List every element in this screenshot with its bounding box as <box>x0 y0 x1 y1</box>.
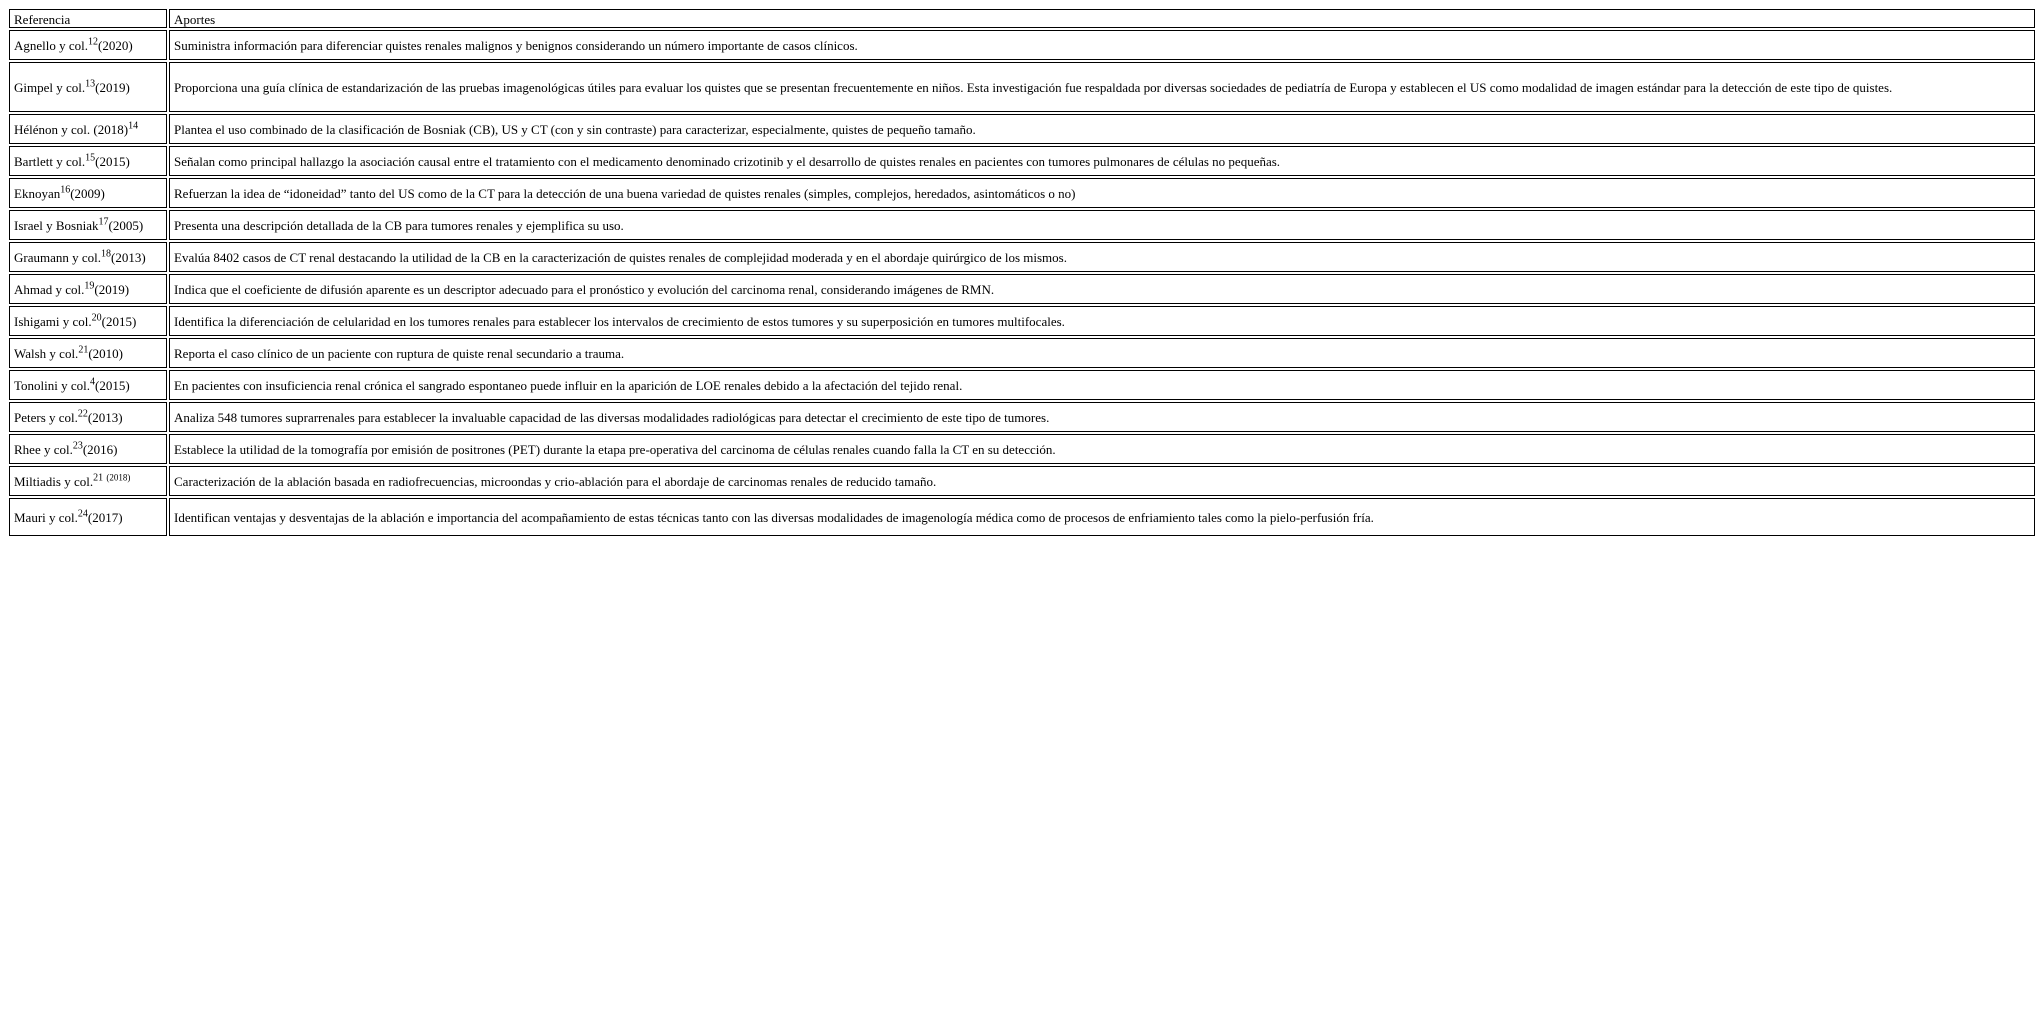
author: Mauri y col. <box>14 509 78 525</box>
reference-cell <box>9 434 167 464</box>
author: Graumann y col. <box>14 249 102 265</box>
table-row <box>9 178 2035 208</box>
aporte-cell: Indica que el coeficiente de difusión aparente es un descriptor adecuado para el pronóstico y evolución del carcinoma renal, considerando imágenes de RMN. <box>169 274 2035 304</box>
citation-number: 20 <box>91 312 102 324</box>
author: Israel y Bosniak <box>14 217 99 233</box>
table-row <box>9 274 2035 304</box>
year: (2017) <box>87 509 123 525</box>
reference-cell <box>9 114 167 144</box>
citation-number: 13 <box>85 78 96 90</box>
year: (2015) <box>101 313 137 329</box>
table-row <box>9 402 2035 432</box>
table-row <box>9 114 2035 144</box>
header-aportes: Aportes <box>169 9 2035 28</box>
table-row <box>9 434 2035 464</box>
header-referencia: Referencia <box>9 9 167 28</box>
citation-number: 21 <box>93 472 104 484</box>
year: (2013) <box>87 409 123 425</box>
author: Peters y col. <box>14 409 78 425</box>
aporte-cell: Reporta el caso clínico de un paciente con ruptura de quiste renal secundario a trauma. <box>169 338 2035 368</box>
citation-number: 16 <box>60 184 71 196</box>
citation-number: 21 <box>78 344 89 356</box>
citation-number: 14 <box>128 120 139 132</box>
aporte-cell: Plantea el uso combinado de la clasificación de Bosniak (CB), US y CT (con y sin contraste) para caracterizar, especialmente, quistes de pequeño tamaño. <box>169 114 2035 144</box>
reference-cell <box>9 146 167 176</box>
aporte-cell: Caracterización de la ablación basada en radiofrecuencias, microondas y crio-ablación para el abordaje de carcinomas renales de reducido tamaño. <box>169 466 2035 496</box>
year: (2018) <box>106 472 131 483</box>
author: Tonolini y col. <box>14 377 91 393</box>
year: (2015) <box>95 153 130 169</box>
year: (2015) <box>95 377 130 393</box>
citation-number: 22 <box>77 408 88 420</box>
table-row <box>9 242 2035 272</box>
year: (2019) <box>94 281 130 297</box>
table-row <box>9 338 2035 368</box>
aporte-cell: Identifican ventajas y desventajas de la ablación e importancia del acompañamiento de estas técnicas tanto con las diversas modalidades de imagenología médica como de procesos de enfriamiento tales como la pielo-perfusión fría. <box>169 498 2035 536</box>
reference-cell <box>9 210 167 240</box>
citation-number: 12 <box>88 36 99 48</box>
reference-cell <box>9 30 167 60</box>
table-row <box>9 498 2035 536</box>
author: Rhee y col. <box>14 441 73 457</box>
aporte-cell: Suministra información para diferenciar quistes renales malignos y benignos considerando un número importante de casos clínicos. <box>169 30 2035 60</box>
aporte-cell: En pacientes con insuficiencia renal crónica el sangrado espontaneo puede influir en la aparición de LOE renales debido a la afectación del tejido renal. <box>169 370 2035 400</box>
author: Miltiadis y col. <box>14 473 94 489</box>
aporte-cell: Identifica la diferenciación de celularidad en los tumores renales para establecer los intervalos de crecimiento de estos tumores y su superposición en tumores multifocales. <box>169 306 2035 336</box>
year: (2005) <box>108 217 144 233</box>
author: Gimpel y col. <box>14 79 86 95</box>
year: (2016) <box>82 441 118 457</box>
citation-number: 18 <box>101 248 112 260</box>
citation-number: 24 <box>77 508 88 520</box>
table-row <box>9 62 2035 112</box>
table-row <box>9 30 2035 60</box>
reference-cell <box>9 498 167 536</box>
reference-cell <box>9 402 167 432</box>
aporte-cell: Evalúa 8402 casos de CT renal destacando la utilidad de la CB en la caracterización de quistes renales de complejidad moderada y en el abordaje quirúrgico de los mismos. <box>169 242 2035 272</box>
author: Walsh y col. <box>14 345 79 361</box>
reference-cell <box>9 242 167 272</box>
table-row <box>9 370 2035 400</box>
reference-cell <box>9 466 167 496</box>
year: (2010) <box>88 345 123 361</box>
aporte-cell: Señalan como principal hallazgo la asociación causal entre el tratamiento con el medicamento denominado crizotinib y el desarrollo de quistes renales en pacientes con tumores pulmonares de células no pequeñas. <box>169 146 2035 176</box>
author: Ahmad y col. <box>14 281 85 297</box>
aporte-cell: Refuerzan la idea de “idoneidad” tanto del US como de la CT para la detección de una buena variedad de quistes renales (simples, complejos, heredados, asintomáticos o no) <box>169 178 2035 208</box>
author: Agnello y col. <box>14 37 89 53</box>
year: (2020) <box>98 37 133 53</box>
reference-cell <box>9 274 167 304</box>
citation-number: 17 <box>98 216 109 228</box>
table-row <box>9 466 2035 496</box>
citation-number: 23 <box>72 440 83 452</box>
author: Ishigami y col. <box>14 313 92 329</box>
table-row <box>9 210 2035 240</box>
reference-cell <box>9 178 167 208</box>
year: (2019) <box>95 79 130 95</box>
reference-cell <box>9 62 167 112</box>
references-table <box>7 7 2037 538</box>
year: (2013) <box>111 249 146 265</box>
citation-number: 15 <box>85 152 96 164</box>
reference-cell <box>9 370 167 400</box>
citation-number: 4 <box>90 376 96 388</box>
author: Bartlett y col. <box>14 153 86 169</box>
citation-number: 19 <box>84 280 95 292</box>
author: Hélénon y col. (2018) <box>14 121 129 137</box>
author: Eknoyan <box>14 185 61 201</box>
table-row <box>9 306 2035 336</box>
aporte-cell: Presenta una descripción detallada de la CB para tumores renales y ejemplifica su uso. <box>169 210 2035 240</box>
aporte-cell: Establece la utilidad de la tomografía por emisión de positrones (PET) durante la etapa pre-operativa del carcinoma de células renales cuando falla la CT en su detección. <box>169 434 2035 464</box>
aporte-cell: Proporciona una guía clínica de estandarización de las pruebas imagenológicas útiles para evaluar los quistes que se presentan frecuentemente en niños. Esta investigación fue respaldada por diversas sociedades de pediatría de Europa y establecen el US como modalidad de imagen estándar para la detección de este tipo de quistes. <box>169 62 2035 112</box>
table-row <box>9 146 2035 176</box>
reference-cell <box>9 306 167 336</box>
aporte-cell: Analiza 548 tumores suprarrenales para establecer la invaluable capacidad de las diversas modalidades radiológicas para detectar el crecimiento de este tipo de tumores. <box>169 402 2035 432</box>
table-header-row <box>9 9 2035 28</box>
year: (2009) <box>70 185 105 201</box>
reference-cell <box>9 338 167 368</box>
